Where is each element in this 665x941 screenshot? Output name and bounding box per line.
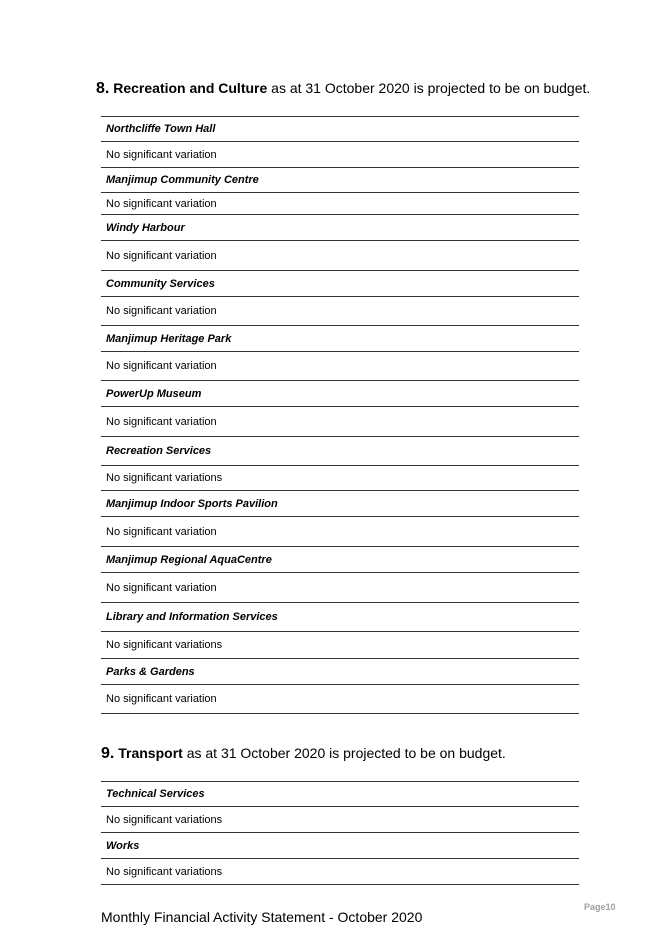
row-text: No significant variation [106,148,217,161]
page-number: Page10 [584,902,616,912]
table-row [101,297,579,326]
section-name: Recreation and Culture [113,80,268,96]
row-title: Manjimup Indoor Sports Pavilion [106,497,278,510]
table-row [101,271,579,297]
row-title: Manjimup Community Centre [106,174,259,186]
row-text: No significant variations [106,813,223,826]
footer-title: Monthly Financial Activity Statement - October 2020 [101,909,423,925]
table-row [101,632,579,659]
table-row [101,685,579,714]
row-text: No significant variations [106,865,223,878]
row-text: No significant variation [106,305,217,317]
table-row [101,547,579,573]
row-title: Manjimup Heritage Park [106,332,232,345]
row-title: Works [106,839,140,852]
row-text: No significant variation [106,581,217,594]
row-title: Community Services [106,277,215,290]
row-text: No significant variation [106,693,217,705]
table-row [101,326,579,352]
table-row [101,193,579,215]
section-number: 8. [96,80,110,97]
table-row [101,352,579,381]
section-heading-rest: as at 31 October 2020 is projected to be on budget. [267,80,591,96]
table-row [101,603,579,632]
table-row [101,437,579,466]
table-row [101,466,579,491]
table-row [101,116,579,142]
row-text: No significant variation [106,249,217,262]
row-title: Parks & Gardens [106,665,195,678]
table-row [101,807,579,833]
table-row [101,215,579,241]
table-row [101,833,579,859]
row-text: No significant variations [106,639,223,651]
section-heading [96,80,590,98]
row-title: PowerUp Museum [106,387,202,400]
section-heading [101,745,506,763]
row-title: Recreation Services [106,445,212,457]
table-row [101,168,579,193]
section-heading-rest: as at 31 October 2020 is projected to be on budget. [182,745,506,761]
table-row [101,517,579,547]
table-row [101,491,579,517]
row-title: Library and Information Services [106,611,278,623]
row-text: No significant variation [106,360,217,372]
table-row [101,381,579,407]
row-text: No significant variation [106,525,217,538]
table-row [101,142,579,168]
table-row [101,407,579,437]
row-title: Technical Services [106,787,205,800]
section-number: 9. [101,745,115,762]
table-row [101,659,579,685]
row-title: Manjimup Regional AquaCentre [106,553,272,566]
row-title: Windy Harbour [106,221,185,234]
table-row [101,859,579,885]
row-title: Northcliffe Town Hall [106,122,216,135]
table-row [101,241,579,271]
row-text: No significant variations [106,472,223,484]
section-name: Transport [118,745,183,761]
row-text: No significant variation [106,197,217,210]
row-text: No significant variation [106,415,217,428]
table-row [101,573,579,603]
table-row [101,781,579,807]
